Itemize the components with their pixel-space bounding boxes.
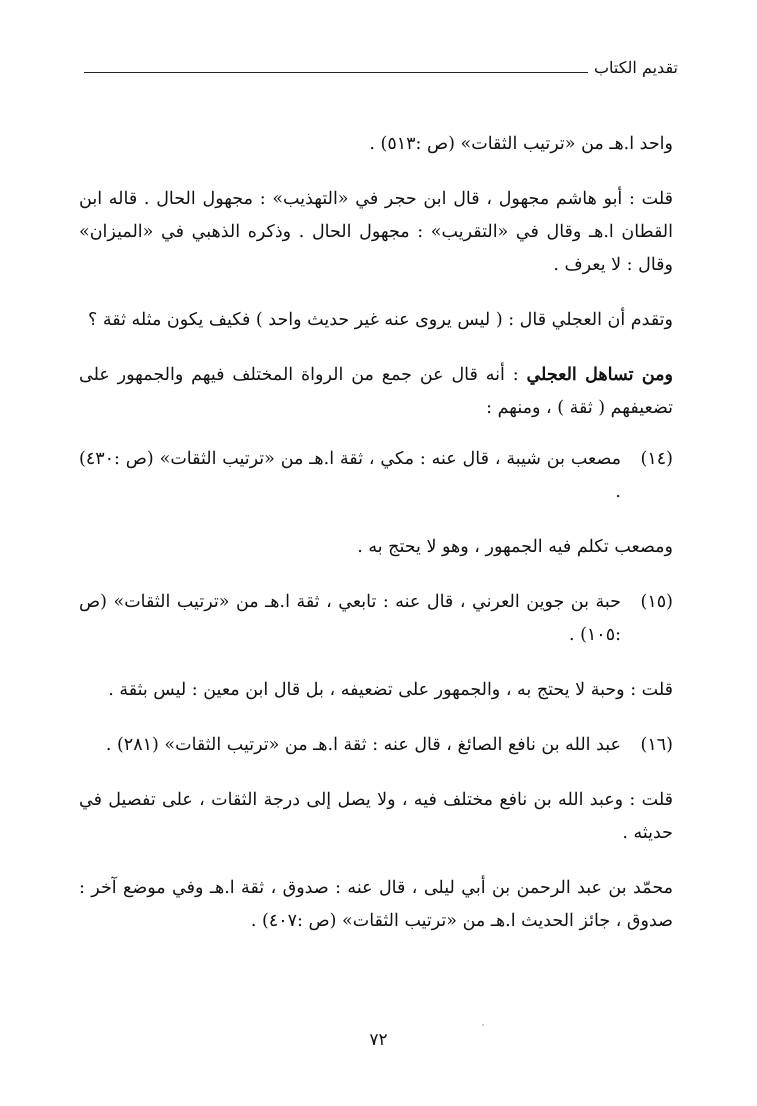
entry-number: (١٦): [640, 735, 673, 755]
paragraph-ijli-leniency: [79, 359, 673, 425]
page-body: [79, 128, 673, 960]
print-speck: [482, 1024, 484, 1026]
paragraph-abdullah-note: قلت : وعبد الله بن نافع مختلف فيه ، ولا يصل إلى درجة الثقات ، على تفصيل في حديثه .: [79, 790, 673, 843]
entry-text: مصعب بن شيبة ، قال عنه : مكي ، ثقة ا.هـ من «ترتيب الثقات» (ص :٤٣٠) .: [79, 449, 621, 502]
entry-number: (١٥): [640, 592, 673, 612]
entry-text: حبة بن جوين العرني ، قال عنه : تابعي ، ثقة ا.هـ من «ترتيب الثقات» (ص :١٠٥) .: [79, 592, 621, 645]
entry-16: [79, 729, 673, 762]
paragraph-habba-note: قلت : وحبة لا يحتج به ، والجمهور على تضعيفه ، بل قال ابن معين : ليس بثقة .: [108, 680, 673, 700]
paragraph-ijli-statement: وتقدم أن العجلي قال : ( ليس يروى عنه غير حديث واحد ) فكيف يكون مثله ثقة ؟: [88, 310, 673, 330]
paragraph-abu-hashim: قلت : أبو هاشم مجهول ، قال ابن حجر في «التهذيب» : مجهول الحال . قاله ابن القطان ا.هـ وقال في «التقريب» : مجهول الحال . وذكره الذهبي في «الميزان» وقال : لا يعرف .: [79, 189, 673, 275]
entry-number: (١٤): [640, 449, 673, 469]
entry-text: عبد الله بن نافع الصائغ ، قال عنه : ثقة ا.هـ من «ترتيب الثقات» (٢٨١) .: [105, 735, 621, 755]
section-lead-rest: : أنه قال عن جمع من الرواة المختلف فيهم والجمهور على تضعيفهم ( ثقة ) ، ومنهم :: [79, 365, 673, 418]
running-header: [84, 58, 678, 82]
paragraph-musab-note: ومصعب تكلم فيه الجمهور ، وهو لا يحتج به .: [357, 537, 673, 557]
header-title: تقديم الكتاب: [588, 58, 678, 78]
entry-14: [79, 443, 673, 509]
paragraph-source-citation: واحد ا.هـ من «ترتيب الثقات» (ص :٥١٣) .: [369, 134, 673, 154]
paragraph-ibn-abi-layla: محمّد بن عبد الرحمن بن أبي ليلى ، قال عنه : صدوق ، ثقة ا.هـ وفي موضع آخر : صدوق ، جائز الحديث ا.هـ من «ترتيب الثقات» (ص :٤٠٧) .: [79, 878, 673, 931]
page-number: ٧٢: [369, 1030, 388, 1050]
section-lead: ومن تساهل العجلي: [526, 365, 673, 385]
entry-15: [79, 586, 673, 652]
